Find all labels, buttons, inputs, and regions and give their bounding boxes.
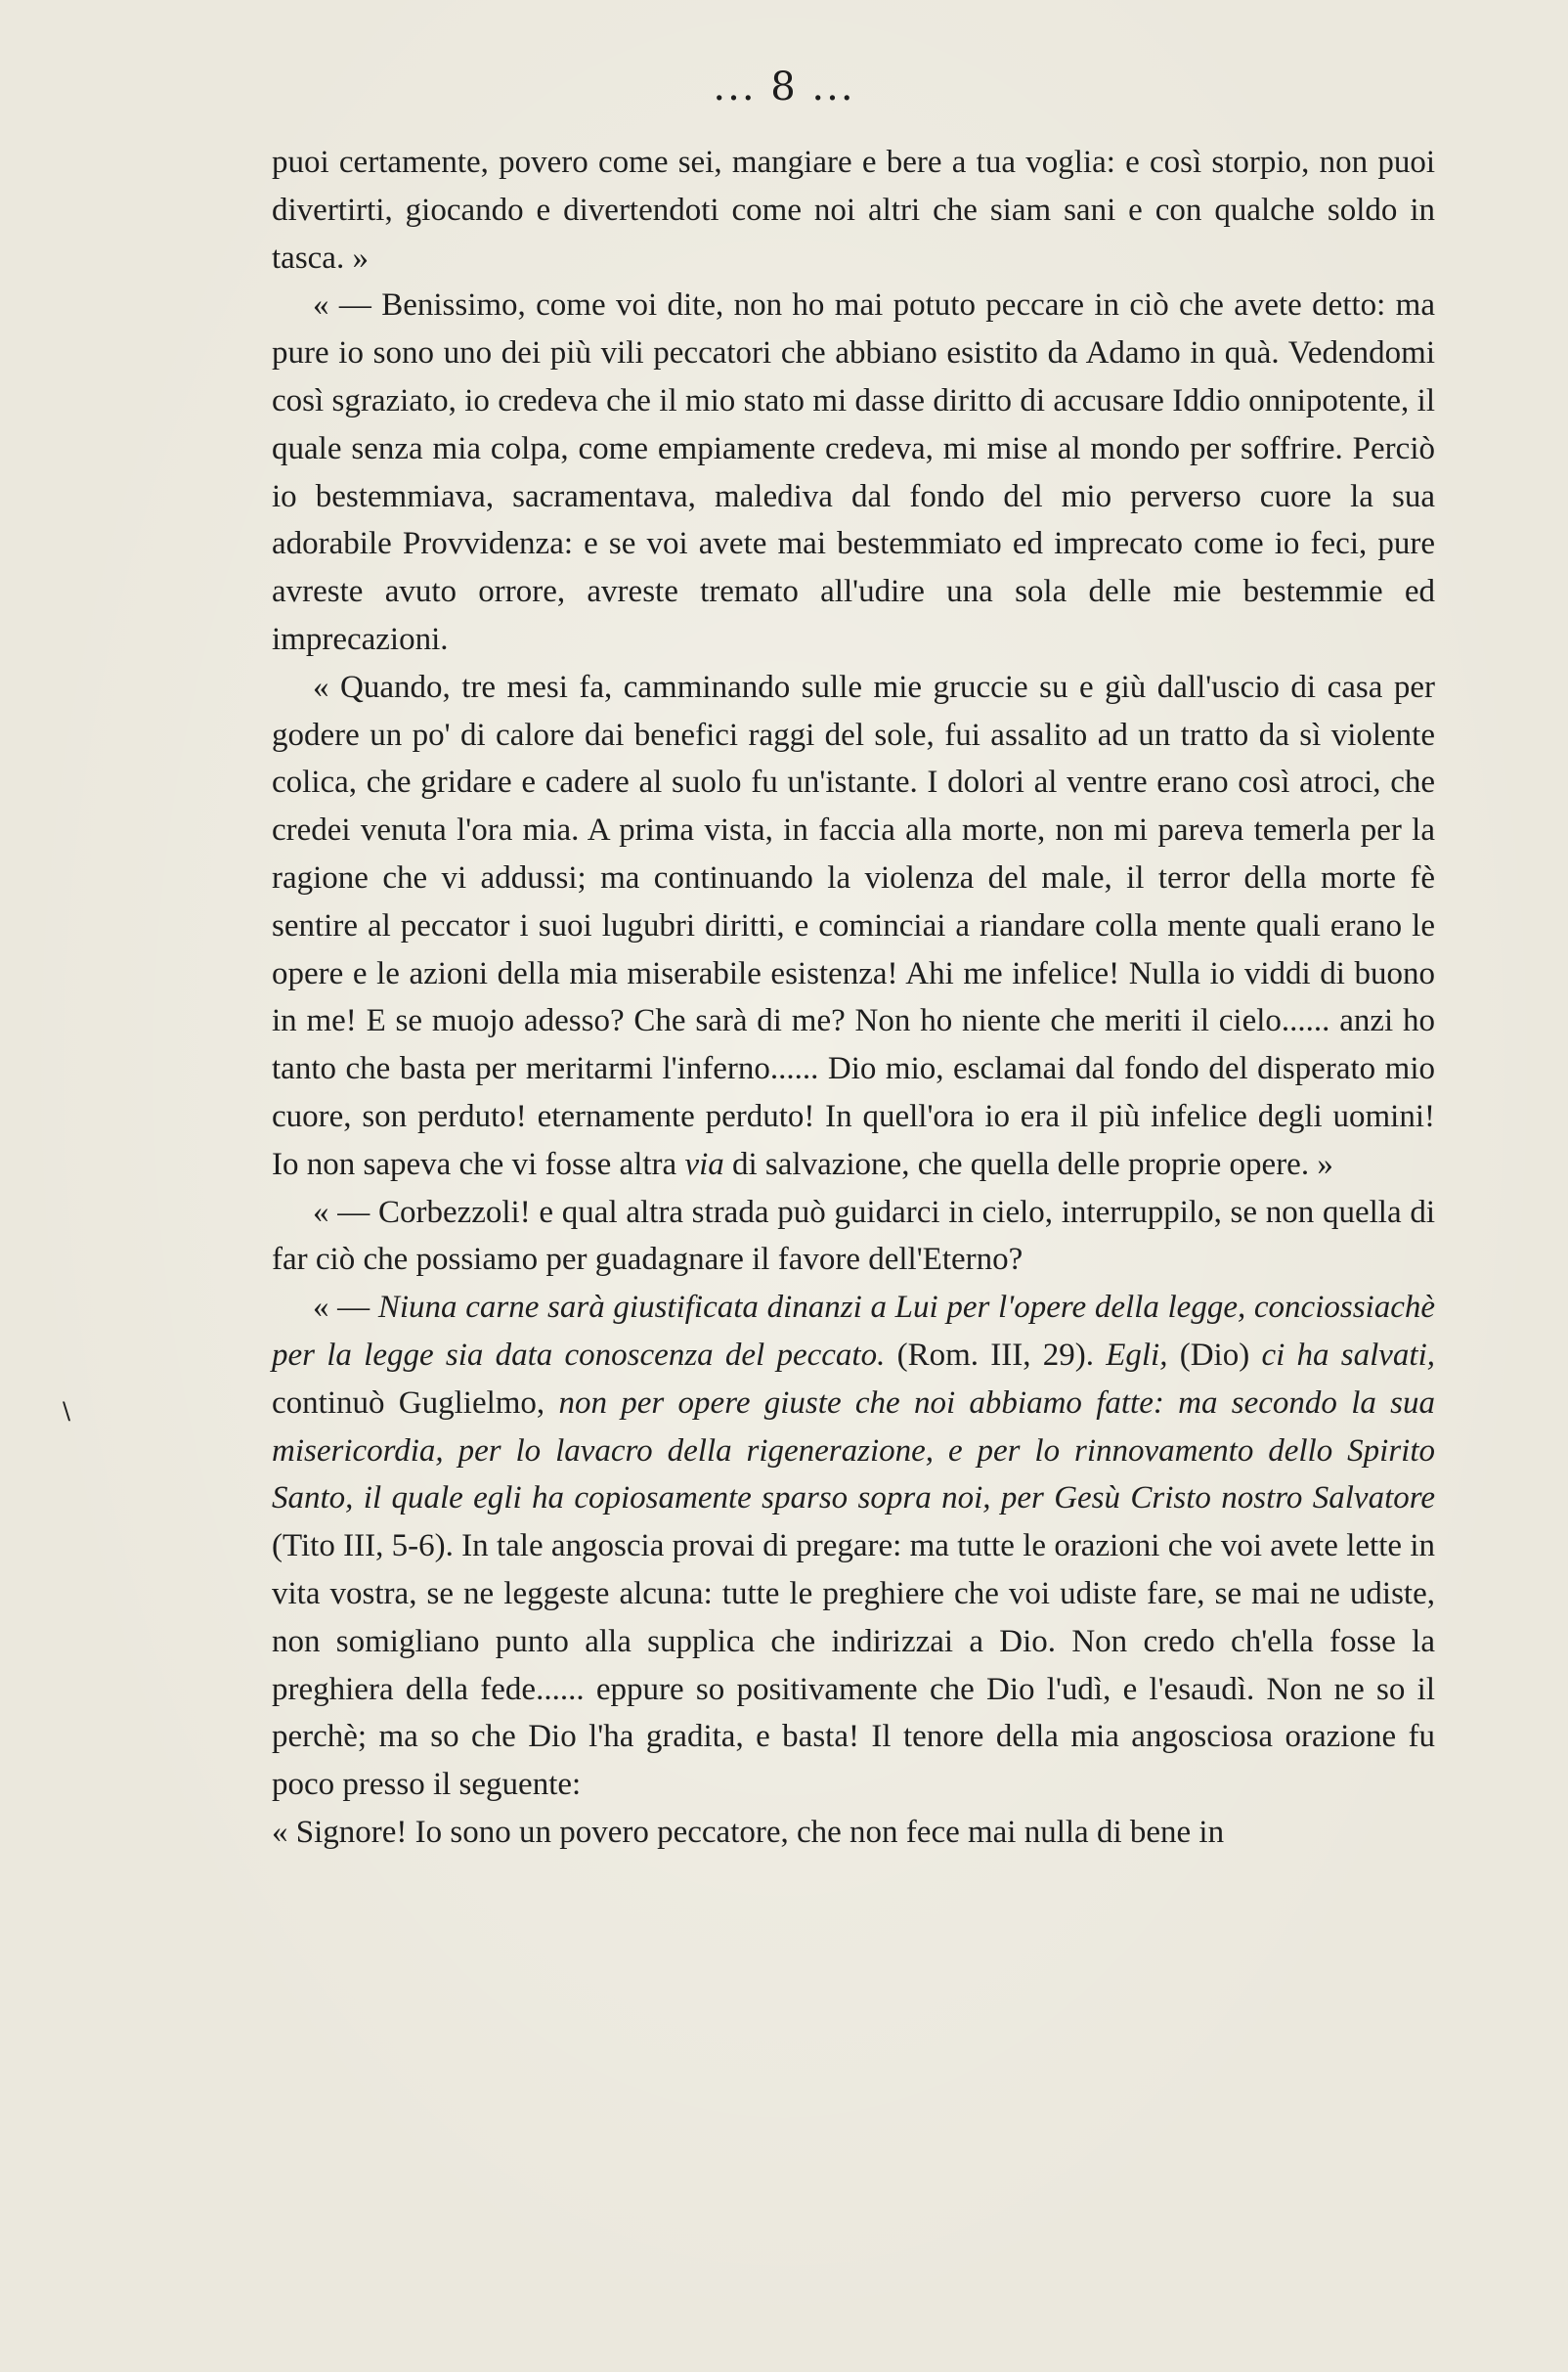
paragraph <box>272 664 1435 1189</box>
page-number: ... 8 ... <box>713 65 855 110</box>
text-run: « — <box>313 1290 378 1326</box>
text-run: « Signore! Io sono un povero peccatore, che non fece mai nulla di bene in <box>272 1814 1225 1850</box>
paragraph <box>272 1189 1435 1285</box>
text-run: (Dio) <box>1167 1337 1262 1373</box>
margin-mark: \ <box>63 1397 71 1425</box>
text-run: (Tito III, 5-6). In tale angoscia provai di pregare: ma tutte le orazioni che voi avete lette in vita vostra, se ne leggeste alcuna: tutte le preghiere che voi udiste fare, se mai ne udiste, non somigliano punto alla supplica che indirizzai a Dio. Non credo ch'ella fosse la preghiera della fede...... eppure so positivamente che Dio l'udì, e l'esaudì. Non ne so il perchè; ma so che Dio l'ha gradita, e basta! Il tenore della mia angosciosa orazione fu poco presso il seguente: <box>272 1528 1435 1803</box>
text-run: di salvazione, che quella delle proprie opere. » <box>723 1146 1333 1182</box>
paragraph <box>272 282 1435 663</box>
paragraph <box>272 1809 1435 1857</box>
paragraph <box>272 1284 1435 1809</box>
text-run: « Quando, tre mesi fa, camminando sulle mie gruccie su e giù dall'uscio di casa per godere un po' di calore dai benefici raggi del sole, fui assalito ad un tratto da sì violente colica, che gridare e cadere al suolo fu un'istante. I dolori al ventre erano così atroci, che credei venuta l'ora mia. A prima vista, in faccia alla morte, non mi pareva temerla per la ragione che vi addussi; ma continuando la violenza del male, il terror della morte fè sentire al peccator i suoi lugubri diritti, e cominciai a riandare colla mente quali erano le opere e le azioni della mia miserabile esistenza! Ahi me infelice! Nulla io viddi di buono in me! E se muojo adesso? Che sarà di me? Non ho niente che meriti il cielo...... anzi ho tanto che basta per meritarmi l'inferno...... Dio mio, esclamai dal fondo del disperato mio cuore, son perduto! eternamente perduto! In quell'ora io era il più infelice degli uomini! Io non sapeva che vi fosse altra <box>272 669 1435 1182</box>
paragraph <box>272 139 1435 282</box>
italic-text: ci ha salvati, <box>1261 1337 1435 1373</box>
text-run: continuò Guglielmo, <box>272 1384 559 1421</box>
text-run: « — Benissimo, come voi dite, non ho mai potuto peccare in ciò che avete detto: ma pure io sono uno dei più vili peccatori che abbiano esistito da Adamo in quà. Vedendomi così sgraziato, io credeva che il mio stato mi dasse diritto di accusare Iddio onnipotente, il quale senza mia colpa, come empiamente credeva, mi mise al mondo per soffrire. Perciò io bestemmiava, sacramentava, malediva dal fondo del mio perverso cuore la sua adorabile Provvidenza: e se voi avete mai bestemmiato ed imprecato come io feci, pure avreste avuto orrore, avreste tremato all'udire una sola delle mie bestemmie ed imprecazioni. <box>272 287 1435 657</box>
text-run: puoi certamente, povero come sei, mangiare e bere a tua voglia: e così storpio, non puoi divertirti, giocando e divertendoti come noi altri che siam sani e con qualche soldo in tasca. » <box>272 145 1435 276</box>
italic-text: Niuna carne sarà giustificata dinanzi a Lui per l'opere della legge, conciossiachè per la legge sia data conoscenza del peccato. <box>272 1290 1436 1373</box>
italic-text: non per opere giuste che noi abbiamo fatte: ma secondo la sua misericordia, per lo lavacro della rigenerazione, e per lo rinnovamento dello Spirito Santo, il quale egli ha copiosamente sparso sopra noi, per Gesù Cristo nostro Salvatore <box>272 1384 1436 1516</box>
text-run: (Rom. III, 29). <box>885 1337 1107 1373</box>
italic-text: via <box>684 1146 724 1182</box>
body-text <box>272 139 1435 1857</box>
text-run: « — Corbezzoli! e qual altra strada può guidarci in cielo, interruppilo, se non quella di far ciò che possiamo per guadagnare il favore dell'Eterno? <box>272 1194 1435 1278</box>
italic-text: Egli, <box>1106 1337 1168 1373</box>
